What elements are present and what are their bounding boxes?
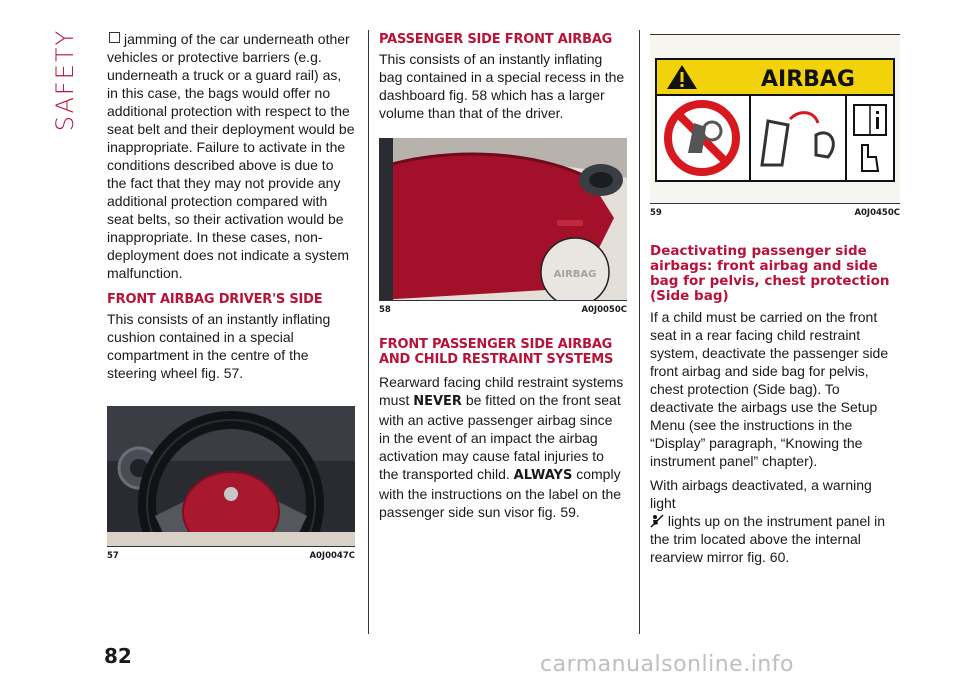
child-restraint-text-c: comply with the instructions on the label on the passenger side sun visor fig. 59.	[379, 466, 622, 520]
figure-57-number: 57	[107, 551, 119, 561]
page-number: 82	[104, 644, 132, 668]
heading-child-restraint: FRONT PASSENGER SIDE AIRBAG AND CHILD RESTRAINT SYSTEMS	[379, 337, 614, 367]
column-right	[650, 30, 900, 572]
figure-57-code: A0J0047C	[309, 551, 355, 561]
figure-59-number: 59	[650, 208, 662, 218]
figure-58-dashboard	[379, 138, 627, 300]
heading-passenger-airbag: PASSENGER SIDE FRONT AIRBAG	[379, 32, 613, 47]
deactivating-paragraph: If a child must be carried on the front seat in a rear facing child restraint system, deactivate the passenger side front airbag and side bag for pelvis, chest protection (Side bag). To deactivate the airbags use the Setup Menu (see the instructions in the “Display” paragraph, “Knowing the instrument panel” chapter).	[650, 309, 889, 469]
never-emphasis: NEVER	[413, 394, 462, 409]
warning-light-text-a: With airbags deactivated, a warning light	[650, 477, 872, 511]
airbag-embossed-label: AIRBAG	[553, 269, 597, 280]
child-restraint-text-b: be fitted on the front seat with an active passenger airbag since in the event of an impact the airbag activation may cause fatal injuries to the transported child.	[379, 392, 621, 482]
child-restraint-text-a: Rearward facing child restraint systems must	[379, 374, 624, 408]
warning-light-paragraph	[650, 476, 900, 566]
figure-59-caption	[650, 204, 900, 218]
column-divider-2	[639, 30, 640, 634]
figure-57-steering-wheel	[107, 406, 355, 546]
steering-wheel-illustration	[107, 406, 355, 546]
heading-driver-airbag: FRONT AIRBAG DRIVER'S SIDE	[107, 292, 323, 307]
section-tab	[50, 30, 80, 130]
column-middle	[379, 30, 627, 527]
figure-58-number: 58	[379, 305, 391, 315]
watermark: carmanualsonline.info	[540, 652, 794, 677]
airbag-warning-label-illustration	[650, 35, 900, 203]
child-restraint-paragraph	[379, 373, 627, 521]
intro-text: jamming of the car underneath other vehicles or protective barriers (e.g. underneath a truck or a guard rail) as, in this case, the bags would offer no additional protection with respect to the seat belt and their deployment would be inappropriate. Failure to activate in the conditions described above is due to the fact that they may not provide any additional protection compared with seat belts, so their activation would be inappropriate. In these cases, non-deployment does not indicate a system malfunction.	[107, 31, 355, 281]
dashboard-illustration	[379, 138, 627, 300]
section-tab-label: SAFETY	[51, 28, 80, 132]
driver-airbag-paragraph: This consists of an instantly inflating cushion contained in a special compartment in the centre of the steering wheel fig. 57.	[107, 311, 331, 381]
checkbox-bullet-icon	[109, 32, 120, 43]
heading-deactivating-airbags: Deactivating passenger side airbags: front airbag and side bag for pelvis, chest protection (Side bag)	[650, 243, 890, 304]
passenger-airbag-paragraph: This consists of an instantly inflating bag contained in a special recess in the dashboard fig. 58 which has a larger volume than that of the driver.	[379, 51, 625, 121]
always-emphasis: ALWAYS	[513, 468, 573, 483]
figure-58-code: A0J0050C	[581, 305, 627, 315]
warning-light-text-b: lights up on the instrument panel in the trim located above the internal rearview mirror fig. 60.	[650, 513, 886, 565]
intro-paragraph	[107, 30, 355, 282]
figure-59-airbag-label	[650, 35, 900, 203]
airbag-label-title: AIRBAG	[760, 67, 856, 92]
airbag-off-warning-icon	[650, 514, 664, 528]
column-left	[107, 30, 355, 561]
column-divider-1	[368, 30, 369, 634]
figure-58-caption	[379, 301, 627, 315]
figure-59-code: A0J0450C	[854, 208, 900, 218]
figure-57-caption	[107, 547, 355, 561]
